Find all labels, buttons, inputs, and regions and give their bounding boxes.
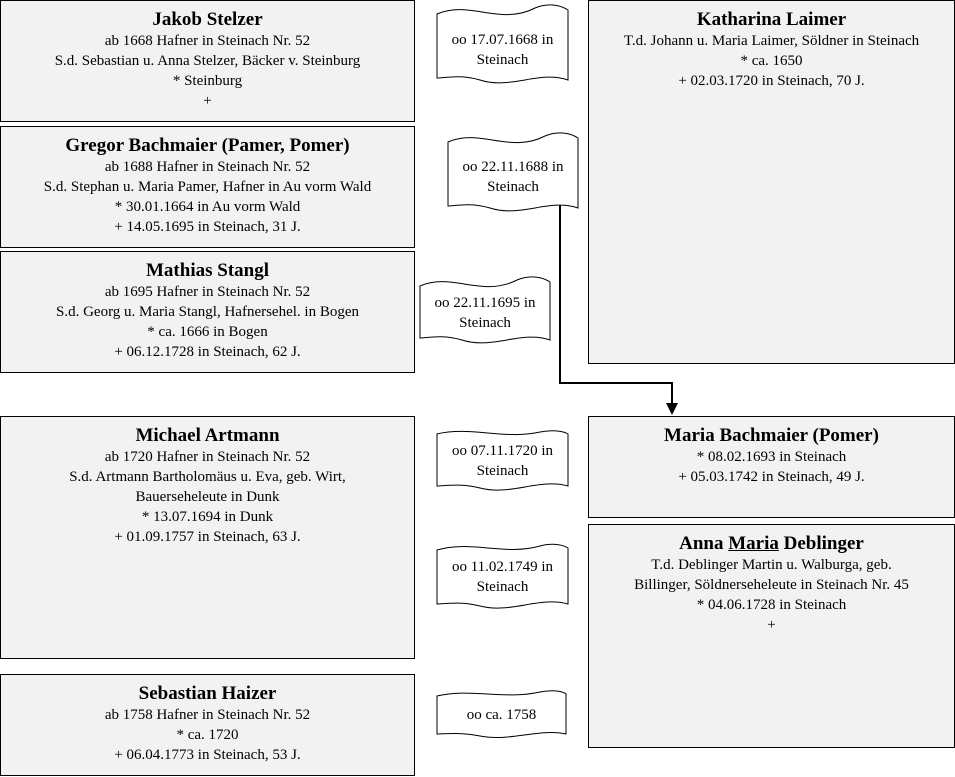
person-name: Mathias Stangl — [146, 260, 269, 281]
person-detail: * ca. 1650 — [740, 53, 803, 69]
person-detail: + 14.05.1695 in Steinach, 31 J. — [114, 219, 301, 235]
marriage-date: oo 22.11.1695 — [434, 295, 521, 311]
person-detail: S.d. Stephan u. Maria Pamer, Hafner in Au vorm Wald — [43, 179, 372, 195]
person-detail: ab 1720 Hafner in Steinach Nr. 52 — [104, 449, 311, 465]
marriage-place: in Steinach — [476, 559, 554, 595]
person-detail: Bauerseheleute in Dunk — [135, 489, 280, 505]
person-detail: * ca. 1720 — [176, 727, 239, 743]
person-detail: + 06.12.1728 in Steinach, 62 J. — [114, 344, 301, 360]
marriage-label-3 — [420, 293, 550, 333]
person-name: Michael Artmann — [135, 425, 280, 446]
marriage-place: in Steinach — [487, 159, 564, 195]
person-name: Gregor Bachmaier (Pamer, Pomer) — [65, 135, 350, 156]
marriage-place: in Steinach — [476, 32, 554, 68]
person-detail: S.d. Artmann Bartholomäus u. Eva, geb. Wirt, — [69, 469, 346, 485]
person-name: Sebastian Haizer — [138, 683, 277, 704]
person-detail: + 01.09.1757 in Steinach, 63 J. — [114, 529, 301, 545]
person-detail: ab 1668 Hafner in Steinach Nr. 52 — [104, 33, 311, 49]
person-detail: ab 1688 Hafner in Steinach Nr. 52 — [104, 159, 311, 175]
person-detail: + — [203, 93, 212, 109]
person-detail: S.d. Georg u. Maria Stangl, Hafnersehel. in Bogen — [56, 304, 359, 320]
person-detail: Billinger, Söldnerseheleute in Steinach Nr. 45 — [634, 577, 909, 593]
person-detail: + — [767, 617, 776, 633]
person-detail: + 02.03.1720 in Steinach, 70 J. — [678, 73, 865, 89]
marriage-date: oo 11.02.1749 — [451, 559, 538, 575]
person-detail: S.d. Sebastian u. Anna Stelzer, Bäcker v. Steinburg — [54, 53, 361, 69]
marriage-label-6 — [437, 705, 566, 725]
person-detail: + 06.04.1773 in Steinach, 53 J. — [114, 747, 301, 763]
name-first: Anna — [679, 533, 724, 554]
marriage-label-4 — [437, 441, 568, 481]
marriage-place: in Steinach — [476, 443, 554, 479]
marriage-date: oo 17.07.1668 — [451, 32, 538, 48]
person-detail: + 05.03.1742 in Steinach, 49 J. — [678, 469, 865, 485]
person-detail: * 08.02.1693 in Steinach — [696, 449, 847, 465]
marriage-label-5 — [437, 557, 568, 597]
person-detail: * Steinburg — [172, 73, 243, 89]
marriage-date: oo 22.11.1688 — [462, 159, 549, 175]
person-detail: * 30.01.1664 in Au vorm Wald — [114, 199, 301, 215]
name-underlined: Maria — [728, 533, 779, 554]
person-detail: T.d. Johann u. Maria Laimer, Söldner in Steinach — [623, 33, 920, 49]
person-name: Jakob Stelzer — [152, 9, 263, 30]
marriage-label-1 — [437, 30, 568, 70]
person-detail: * 04.06.1728 in Steinach — [696, 597, 847, 613]
person-name: Maria Bachmaier (Pomer) — [664, 425, 879, 446]
marriage-place: in Steinach — [459, 295, 536, 331]
marriage-label-2 — [448, 157, 578, 197]
person-detail: T.d. Deblinger Martin u. Walburga, geb. — [651, 557, 892, 573]
name-last: Deblinger — [783, 533, 864, 554]
descent-arrowhead — [666, 403, 678, 415]
person-detail: ab 1695 Hafner in Steinach Nr. 52 — [104, 284, 311, 300]
descent-connector-line — [560, 205, 672, 405]
person-detail: ab 1758 Hafner in Steinach Nr. 52 — [104, 707, 311, 723]
person-detail: * 13.07.1694 in Dunk — [141, 509, 274, 525]
person-detail: * ca. 1666 in Bogen — [147, 324, 268, 340]
marriage-date: oo 07.11.1720 — [451, 443, 538, 459]
marriage-date: oo ca. 1758 — [466, 707, 537, 723]
person-name: Katharina Laimer — [696, 9, 847, 30]
